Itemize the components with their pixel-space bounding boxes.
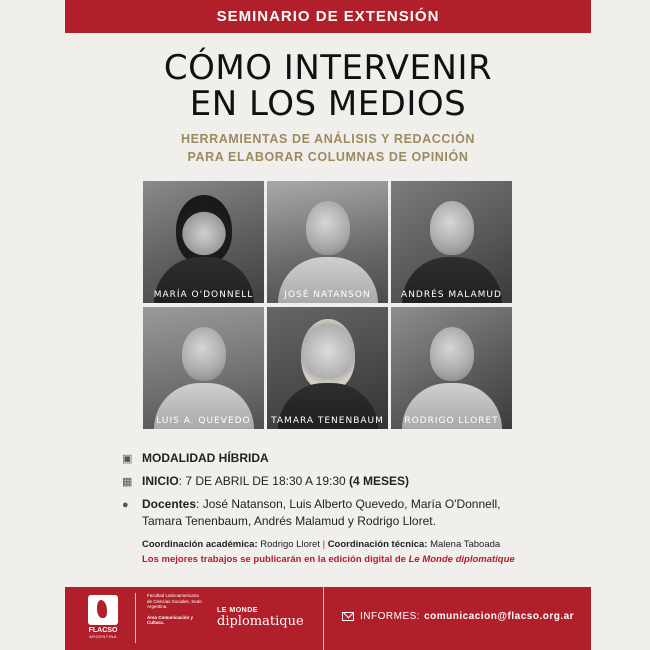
portrait-head xyxy=(176,195,232,265)
subtitle xyxy=(65,130,591,166)
subtitle-line-1: HERRAMIENTAS DE ANÁLISIS Y REDACCIÓN xyxy=(180,132,476,146)
top-banner xyxy=(65,0,591,33)
title-line-2: EN LOS MEDIOS xyxy=(189,84,467,124)
footer-divider xyxy=(135,593,136,643)
speaker-photo xyxy=(391,307,512,429)
flacso-map-icon xyxy=(88,595,118,625)
technical-value: Malena Taboada xyxy=(427,539,501,550)
lmd-top: LE MONDE xyxy=(217,607,258,614)
contact-info xyxy=(342,611,574,622)
banner-text: SEMINARIO DE EXTENSIÓN xyxy=(216,8,440,25)
flacso-label: FLACSO xyxy=(88,627,118,634)
portrait-head xyxy=(430,201,474,255)
speaker-photo-grid xyxy=(143,181,513,430)
calendar-icon: ▦ xyxy=(122,476,133,488)
mail-icon xyxy=(342,612,354,621)
docentes-text xyxy=(142,496,542,530)
inicio-text xyxy=(142,473,542,490)
coordination-line xyxy=(142,538,542,552)
footer-divider xyxy=(323,587,324,650)
footer xyxy=(65,587,591,650)
speaker-name: LUIS A. QUEVEDO xyxy=(156,416,251,426)
inicio-row xyxy=(122,473,542,491)
speaker-photo xyxy=(267,181,388,303)
inicio-duration: (4 MESES) xyxy=(349,474,410,488)
speaker-name: JOSÉ NATANSON xyxy=(284,290,371,300)
speaker-photo xyxy=(391,181,512,303)
publication-note xyxy=(142,552,542,568)
course-info xyxy=(122,450,542,535)
lmd-bottom: diplomatique xyxy=(217,614,304,629)
subtitle-line-2: PARA ELABORAR COLUMNAS DE OPINIÓN xyxy=(187,150,469,164)
flacso-logo xyxy=(83,595,123,643)
speaker-name: RODRIGO LLORET xyxy=(404,416,499,426)
faculty-text xyxy=(147,593,205,626)
area-text: Área Comunicación y Cultura. xyxy=(147,614,194,625)
portrait-head xyxy=(430,327,474,381)
flacso-sub: ARGENTINA xyxy=(89,634,117,639)
portrait-head xyxy=(306,201,350,255)
person-icon: ● xyxy=(122,499,129,511)
title-line-1: CÓMO INTERVENIR xyxy=(163,48,493,88)
speaker-name: TAMARA TENENBAUM xyxy=(271,416,384,426)
informes-label: INFORMES: xyxy=(360,611,421,622)
inicio-value: : 7 DE ABRIL DE 18:30 A 19:30 xyxy=(178,474,350,488)
portrait-head xyxy=(301,319,355,391)
publication-outlet: Le Monde diplomatique xyxy=(408,554,515,565)
modalidad-row xyxy=(122,450,542,468)
publication-prefix: Los mejores trabajos se publicarán en la edición digital de xyxy=(142,554,409,565)
faculty-name: Facultad Latinoamericana de Ciencias Sociales. Sede Argentina. xyxy=(147,593,202,609)
modalidad-text: MODALIDAD HÍBRIDA xyxy=(142,451,269,465)
page-title xyxy=(65,50,591,122)
academic-value: Rodrigo Lloret xyxy=(257,539,320,550)
coordination-block xyxy=(142,538,542,568)
contact-email[interactable]: comunicacion@flacso.org.ar xyxy=(424,611,575,622)
portrait-head xyxy=(182,327,226,381)
laptop-icon: ▣ xyxy=(122,453,133,465)
coord-separator: | xyxy=(319,539,328,550)
inicio-label: INICIO xyxy=(142,474,179,488)
speaker-name: MARÍA O'DONNELL xyxy=(153,290,254,300)
le-monde-logo xyxy=(217,607,304,629)
speaker-photo xyxy=(267,307,388,429)
speaker-name: ANDRÉS MALAMUD xyxy=(401,290,502,300)
speaker-photo xyxy=(143,181,264,303)
docentes-label: Docentes xyxy=(142,497,197,511)
docentes-value: : José Natanson, Luis Alberto Quevedo, María O'Donnell, Tamara Tenenbaum, Andrés Malamud y Rodrigo Lloret. xyxy=(142,497,501,528)
academic-label: Coordinación académica: xyxy=(142,539,258,550)
docentes-row xyxy=(122,496,542,530)
speaker-photo xyxy=(143,307,264,429)
technical-label: Coordinación técnica: xyxy=(327,539,428,550)
